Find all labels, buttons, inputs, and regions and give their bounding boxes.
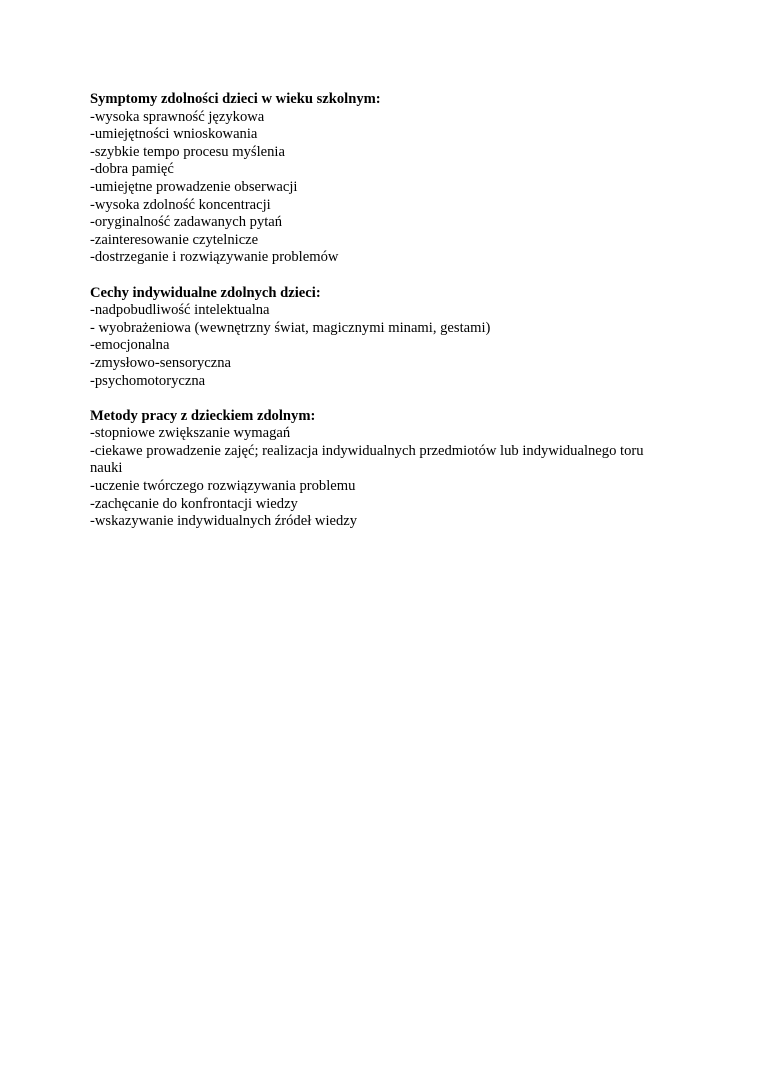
list-item: -wskazywanie indywidualnych źródeł wiedzy [90,513,358,530]
traits-list [90,302,670,390]
list-item: -umiejętności wnioskowania [90,126,258,143]
section-heading: Metody pracy z dzieckiem zdolnym: [90,407,316,424]
list-item: -wysoka zdolność koncentracji [90,196,271,213]
symptoms-list [90,109,670,267]
list-item: -stopniowe zwiększanie wymagań [90,425,291,442]
list-item: -zmysłowo-sensoryczna [90,354,232,371]
list-item: - wyobrażeniowa (wewnętrzny świat, magicznymi minami, gestami) [90,319,491,336]
list-item: -umiejętne prowadzenie obserwacji [90,178,298,195]
list-item: -emocjonalna [90,337,170,354]
list-item: -uczenie twórczego rozwiązywania problemu [90,478,356,495]
methods-list [90,425,670,531]
section-traits [90,285,670,391]
section-symptoms [90,91,670,267]
list-item: -oryginalność zadawanych pytań [90,214,283,231]
list-item: -ciekawe prowadzenie zajęć; realizacja indywidualnych przedmiotów lub indywidualnego toru nauki [90,442,644,477]
list-item: -zainteresowanie czytelnicze [90,231,259,248]
section-heading: Symptomy zdolności dzieci w wieku szkolnym: [90,91,381,107]
list-item: -psychomotoryczna [90,372,206,389]
section-heading: Cechy indywidualne zdolnych dzieci: [90,284,321,301]
list-item: -dobra pamięć [90,161,174,178]
section-methods [90,408,670,531]
list-item: -wysoka sprawność językowa [90,108,265,125]
list-item: -szybkie tempo procesu myślenia [90,143,285,160]
list-item: -nadpobudliwość intelektualna [90,302,270,319]
list-item: -zachęcanie do konfrontacji wiedzy [90,495,298,512]
document-body [90,91,670,548]
list-item: -dostrzeganie i rozwiązywanie problemów [90,249,339,266]
